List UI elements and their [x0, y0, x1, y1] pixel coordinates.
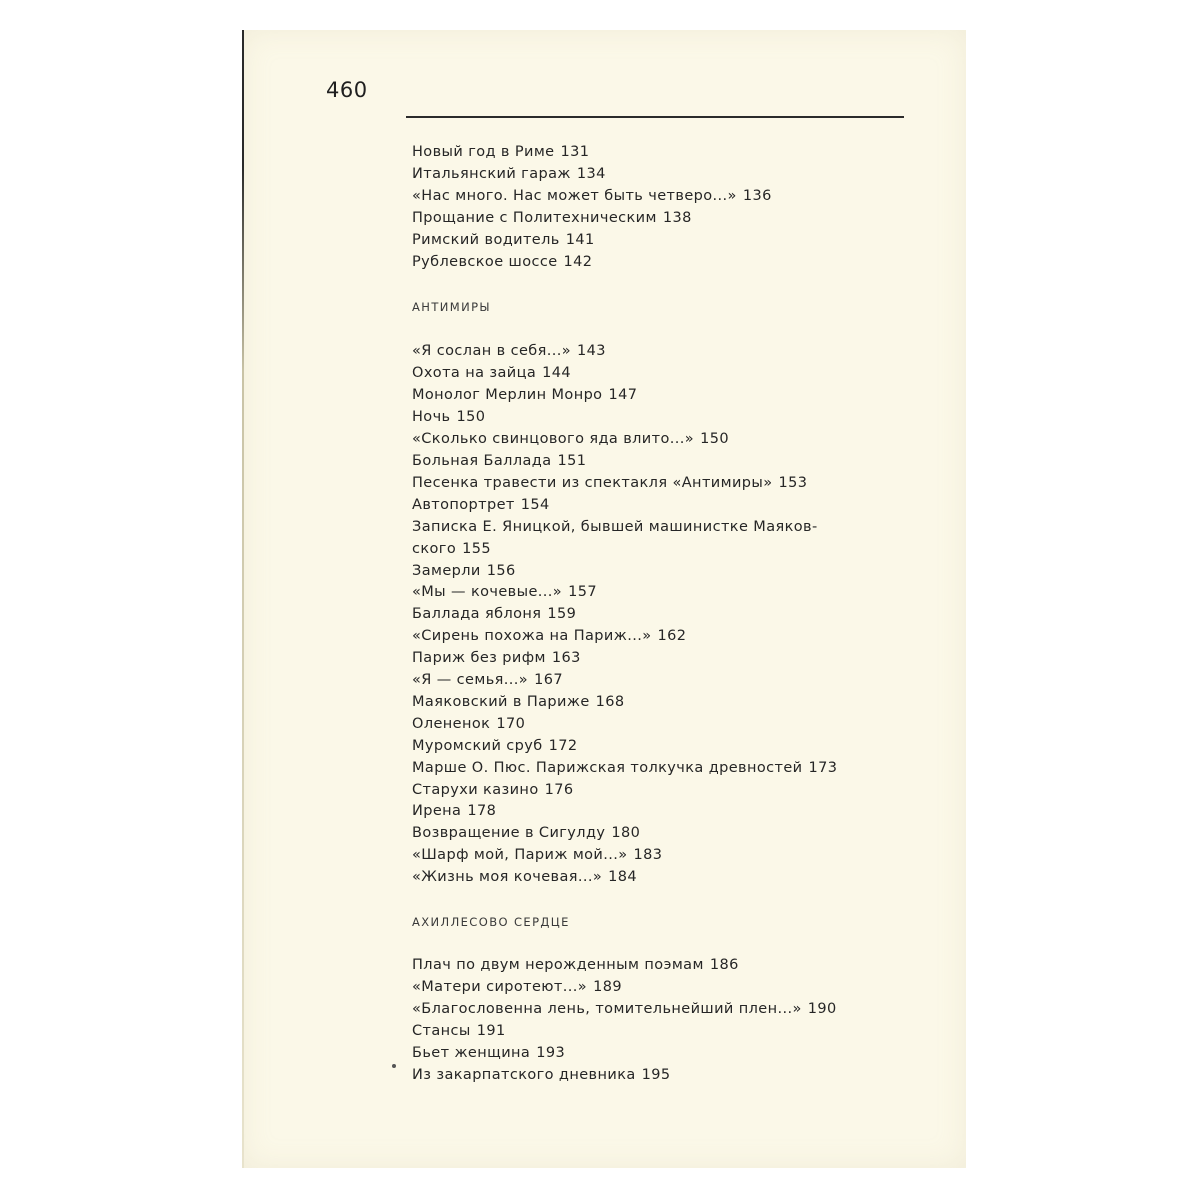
toc-entry-title: «Сирень похожа на Париж...» [412, 628, 652, 645]
toc-entry-title: Монолог Мерлин Монро [412, 387, 603, 404]
toc-entry-page: 131 [560, 144, 590, 160]
toc-entry-title: Бьет женщина [412, 1044, 531, 1061]
toc-entry-title: Из закарпатского дневника [412, 1066, 636, 1083]
toc-entry [412, 670, 932, 692]
margin-dot [392, 1064, 396, 1068]
toc-entry-page: 167 [534, 672, 563, 689]
toc-entry [412, 164, 932, 186]
toc-entry [412, 230, 932, 252]
toc-entry [412, 451, 932, 473]
toc-entry [412, 539, 932, 561]
toc-entry [412, 801, 932, 823]
toc-entry-title: Возвращение в Сигулду [412, 825, 606, 842]
toc-entry [412, 867, 932, 889]
table-of-contents [412, 142, 932, 1087]
toc-entry-page: 191 [476, 1022, 506, 1039]
toc-entry-title: Баллада яблоня [412, 606, 542, 623]
toc-entry [412, 407, 932, 429]
toc-entry-page: 156 [486, 562, 516, 579]
toc-entry-page: 189 [593, 979, 622, 995]
toc-group-2 [412, 341, 932, 889]
toc-entry-page: 170 [496, 715, 526, 732]
toc-entry-title: «Я — семья...» [412, 672, 529, 689]
toc-entry-title: Париж без рифм [412, 650, 546, 667]
toc-entry [412, 758, 932, 780]
toc-entry [412, 495, 932, 517]
toc-entry [412, 142, 932, 164]
toc-entry-page: 168 [595, 693, 625, 710]
toc-entry-page: 138 [662, 209, 692, 226]
toc-entry-title: «Я сослан в себя...» [412, 343, 572, 360]
toc-entry-title: «Сколько свинцового яда влито...» [412, 431, 695, 448]
toc-entry-page: 141 [565, 231, 595, 248]
toc-entry-title: Плач по двум нерожденным поэмам [412, 957, 704, 974]
toc-entry [412, 582, 932, 604]
toc-entry-title: Замерли [412, 562, 481, 579]
toc-entry-page: 183 [633, 847, 663, 864]
toc-entry [412, 341, 932, 363]
toc-entry-title: Муромский сруб [412, 737, 543, 754]
toc-entry [412, 1021, 932, 1043]
toc-entry-page: 186 [709, 957, 739, 974]
toc-group-1 [412, 142, 932, 273]
section-title-achilles: АХИЛЛЕСОВО СЕРДЦЕ [412, 915, 570, 930]
toc-entry-page: 176 [544, 781, 574, 798]
toc-entry-page: 144 [542, 365, 572, 382]
toc-entry-title: Олененок [412, 715, 491, 732]
toc-entry-page: 154 [520, 496, 550, 513]
toc-group-3 [412, 955, 932, 1086]
toc-entry-page: 172 [548, 737, 578, 754]
toc-entry-page: 150 [700, 431, 729, 448]
toc-entry [412, 648, 932, 670]
toc-entry [412, 626, 932, 648]
toc-entry-page: 153 [778, 474, 808, 491]
toc-entry-title: Охота на зайца [412, 365, 537, 382]
toc-entry [412, 714, 932, 736]
toc-entry-title: «Шарф мой, Париж мой...» [412, 847, 628, 864]
toc-entry-page: 134 [576, 165, 606, 182]
toc-entry-title: «Нас много. Нас может быть четверо...» [412, 187, 737, 204]
toc-entry-title: Марше О. Пюс. Парижская толкучка древностей [412, 759, 803, 776]
toc-entry-page: 178 [467, 803, 497, 820]
toc-entry-page: 157 [568, 584, 597, 601]
toc-entry-title: Ночь [412, 409, 451, 426]
toc-entry [412, 561, 932, 583]
toc-entry-page: 163 [551, 650, 581, 667]
toc-entry-title: «Благословенна лень, томительнейший плен...» [412, 1000, 802, 1017]
toc-entry [412, 780, 932, 802]
toc-entry-page: 195 [641, 1066, 671, 1083]
toc-entry-title: «Жизнь моя кочевая...» [412, 869, 603, 886]
toc-entry-page: 150 [456, 409, 486, 426]
toc-entry-title: Стансы [412, 1022, 471, 1039]
toc-entry [412, 252, 932, 274]
toc-entry-page: 143 [577, 343, 606, 360]
toc-entry [412, 429, 932, 451]
toc-entry-title: Новый год в Риме [412, 144, 555, 160]
toc-entry [412, 823, 932, 845]
toc-entry-page: 173 [808, 759, 838, 776]
toc-entry [412, 999, 932, 1021]
toc-entry [412, 473, 932, 495]
toc-entry-page: 184 [608, 869, 638, 886]
toc-entry-page: 162 [657, 628, 687, 645]
toc-entry-title: Маяковский в Париже [412, 693, 590, 710]
toc-entry [412, 736, 932, 758]
toc-entry-title: Ирена [412, 803, 462, 820]
header-rule [406, 116, 904, 118]
toc-entry [412, 692, 932, 714]
page-number: 460 [326, 78, 368, 102]
toc-entry-title: Римский водитель [412, 231, 560, 248]
toc-entry [412, 385, 932, 407]
toc-entry-title: Рублевское шоссе [412, 253, 558, 270]
book-page [242, 30, 966, 1168]
toc-entry-title: «Матери сиротеют...» [412, 979, 588, 995]
toc-entry [412, 517, 932, 539]
toc-entry-title: Старухи казино [412, 781, 539, 798]
toc-entry-page: 193 [536, 1044, 566, 1061]
toc-entry-title: ского [412, 540, 457, 557]
toc-entry-title: Итальянский гараж [412, 165, 571, 182]
toc-entry-title: Прощание с Политехническим [412, 209, 657, 226]
toc-entry [412, 604, 932, 626]
toc-entry-title: Записка Е. Яницкой, бывшей машинистке Маяков- [412, 518, 818, 535]
toc-entry [412, 208, 932, 230]
toc-entry-page: 142 [563, 253, 593, 270]
toc-entry-title: «Мы — кочевые...» [412, 584, 563, 601]
toc-entry [412, 1043, 932, 1065]
section-title-antimiry: АНТИМИРЫ [412, 300, 491, 315]
toc-entry [412, 1065, 932, 1087]
toc-entry [412, 955, 932, 977]
toc-entry-page: 159 [547, 606, 577, 623]
toc-entry-page: 190 [807, 1000, 837, 1017]
toc-entry-page: 180 [611, 825, 641, 842]
toc-entry-page: 155 [462, 540, 491, 557]
toc-entry [412, 363, 932, 385]
toc-entry-title: Больная Баллада [412, 452, 552, 469]
toc-entry-title: Песенка травести из спектакля «Антимиры» [412, 474, 773, 491]
toc-entry-title: Автопортрет [412, 496, 515, 513]
toc-entry-page: 151 [557, 452, 587, 469]
toc-entry [412, 977, 932, 999]
toc-entry-page: 147 [608, 387, 638, 404]
toc-entry [412, 186, 932, 208]
toc-entry [412, 845, 932, 867]
toc-entry-page: 136 [742, 187, 772, 204]
